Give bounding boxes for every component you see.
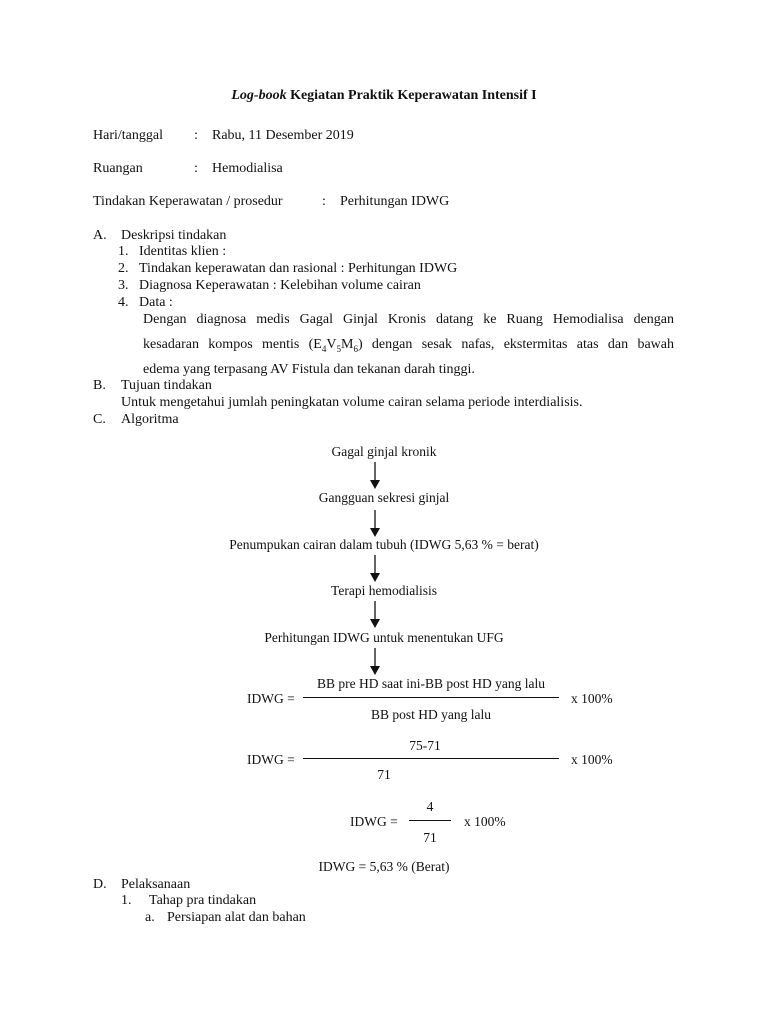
section-d-heading: Pelaksanaan (121, 877, 191, 892)
down-arrow-icon (368, 510, 382, 538)
flow-step-gagal-ginjal: Gagal ginjal kronik (331, 444, 437, 459)
down-arrow-icon (368, 555, 382, 583)
formula-1-multiplier: x 100% (571, 691, 613, 706)
e-subscript: 4 (321, 343, 327, 354)
down-arrow-icon (368, 462, 382, 490)
section-c-letter: C. (93, 412, 106, 427)
formula-3-multiplier: x 100% (464, 814, 506, 829)
section-b-text: Untuk mengetahui jumlah peningkatan volume cairan selama periode interdialisis. (121, 395, 583, 410)
v-letter: V (326, 337, 337, 352)
list-item-number: 1. (121, 893, 132, 908)
v-subscript: 5 (336, 343, 341, 354)
formula-3-numerator: 4 (426, 799, 434, 814)
formula-1-lhs: IDWG = (247, 691, 295, 706)
formula-1-denominator: BB post HD yang lalu (371, 707, 491, 722)
date-label: Hari/tanggal (93, 128, 163, 143)
data-paragraph-line-2 (143, 337, 674, 355)
date-value: Rabu, 11 Desember 2019 (212, 128, 354, 143)
list-item-number: 2. (118, 261, 129, 276)
fraction-bar (303, 758, 559, 759)
down-arrow-icon (368, 601, 382, 629)
date-colon: : (194, 128, 198, 143)
procedure-colon: : (322, 194, 326, 209)
section-a-heading: Deskripsi tindakan (121, 228, 227, 243)
idwg-result: IDWG = 5,63 % (Berat) (318, 859, 450, 874)
persiapan-alat: Persiapan alat dan bahan (167, 910, 306, 925)
list-item-data: Data : (139, 295, 173, 310)
down-arrow-icon (368, 648, 382, 676)
formula-3-lhs: IDWG = (350, 814, 398, 829)
procedure-label: Tindakan Keperawatan / prosedur (93, 194, 283, 209)
formula-2-lhs: IDWG = (247, 752, 295, 767)
title-italic: Log-book (231, 88, 287, 103)
flow-step-terapi-hemodialisis: Terapi hemodialisis (331, 583, 437, 598)
room-value: Hemodialisa (212, 161, 283, 176)
data-line-2-pre: kesadaran kompos mentis (E (143, 337, 322, 352)
section-a-letter: A. (93, 228, 107, 243)
data-paragraph-line-1: Dengan diagnosa medis Gagal Ginjal Kronis datang ke Ruang Hemodialisa dengan (143, 312, 674, 327)
formula-3-denominator: 71 (423, 830, 437, 845)
data-line-2-post: ) dengan sesak nafas, ekstermitas atas dan bawah (357, 337, 674, 352)
section-b-letter: B. (93, 378, 106, 393)
list-item-tindakan: Tindakan keperawatan dan rasional : Perhitungan IDWG (139, 261, 458, 276)
room-label: Ruangan (93, 161, 143, 176)
section-d-letter: D. (93, 877, 107, 892)
list-item-number: 1. (118, 244, 129, 259)
tahap-pra-tindakan: Tahap pra tindakan (149, 893, 257, 908)
room-colon: : (194, 161, 198, 176)
list-item-identitas: Identitas klien : (139, 244, 227, 259)
flow-step-gangguan-sekresi: Gangguan sekresi ginjal (318, 490, 450, 505)
title-rest: Kegiatan Praktik Keperawatan Intensif I (286, 88, 537, 103)
section-c-heading: Algoritma (121, 412, 179, 427)
m-subscript: 6 (353, 343, 358, 354)
list-item-letter: a. (145, 910, 155, 925)
formula-2-denominator: 71 (377, 767, 391, 782)
list-item-diagnosa: Diagnosa Keperawatan : Kelebihan volume cairan (139, 278, 421, 293)
document-title (0, 88, 768, 105)
flow-step-perhitungan-idwg: Perhitungan IDWG untuk menentukan UFG (264, 630, 504, 645)
list-item-number: 4. (118, 295, 129, 310)
m-letter: M (340, 337, 354, 352)
fraction-bar (409, 820, 451, 821)
section-b-heading: Tujuan tindakan (121, 378, 212, 393)
list-item-number: 3. (118, 278, 129, 293)
formula-2-multiplier: x 100% (571, 752, 613, 767)
data-paragraph-line-3: edema yang terpasang AV Fistula dan tekanan darah tinggi. (143, 362, 475, 377)
procedure-value: Perhitungan IDWG (340, 194, 450, 209)
formula-2-numerator: 75-71 (409, 738, 441, 753)
flow-step-penumpukan-cairan: Penumpukan cairan dalam tubuh (IDWG 5,63 % = berat) (229, 537, 539, 552)
fraction-bar (303, 697, 559, 698)
formula-1-numerator: BB pre HD saat ini-BB post HD yang lalu (317, 676, 545, 691)
